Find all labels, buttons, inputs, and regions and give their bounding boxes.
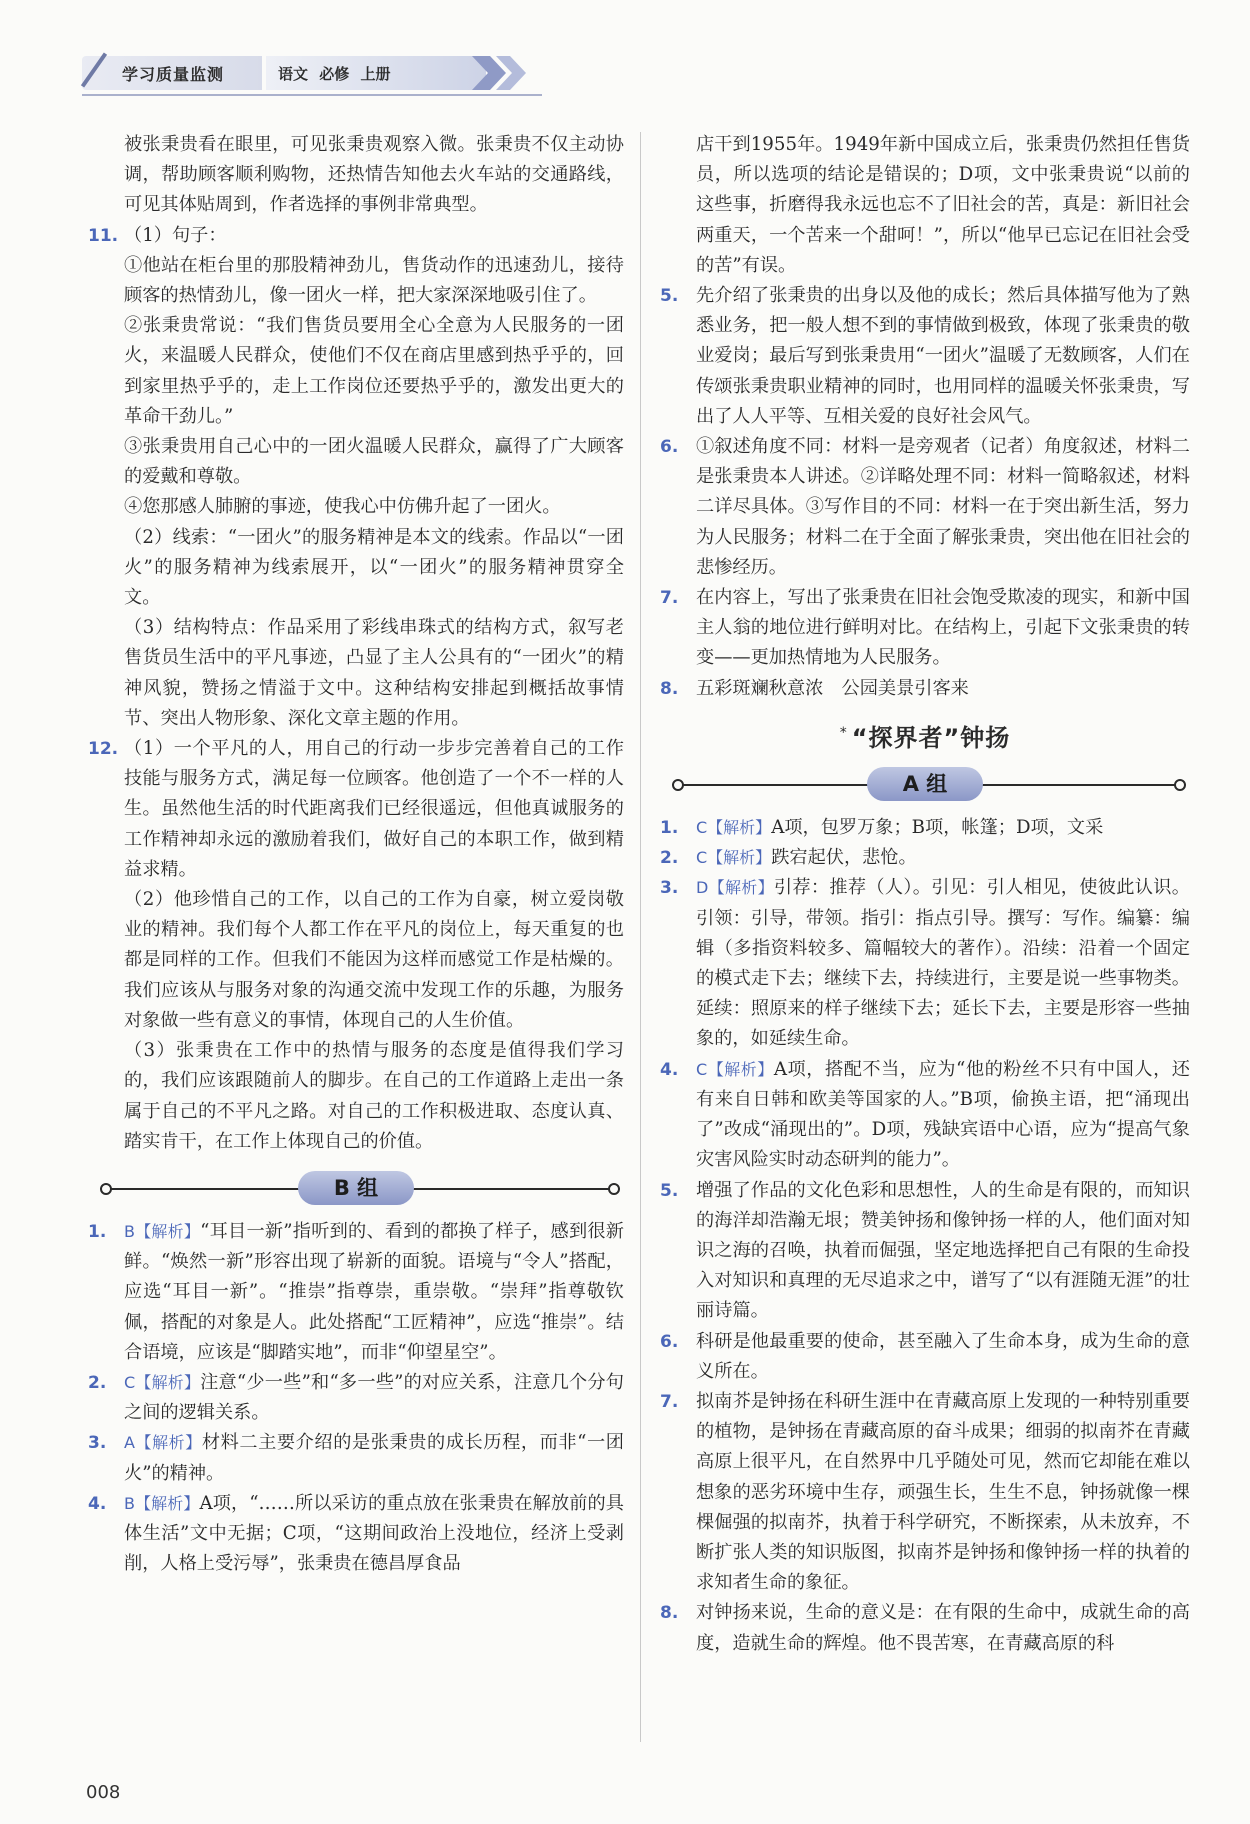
answer-letter: D bbox=[696, 878, 709, 898]
question-a5 bbox=[660, 1176, 1190, 1327]
question-a3 bbox=[660, 873, 1190, 1054]
answer-sentence: ①他站在柜台里的那股精神劲儿，售货动作的迅速劲儿，接待顾客的热情劲儿，像一团火一样，把大家深深地吸引住了。 bbox=[124, 254, 624, 307]
answer-letter: C bbox=[696, 1059, 708, 1079]
subject-title: 语文 必修 上册 bbox=[278, 65, 391, 83]
group-a-label: A 组 bbox=[867, 767, 983, 801]
answer-text: ①叙述角度不同：材料一是旁观者（记者）角度叙述，材料二是张秉贵本人讲述。②详略处理不同：材料一简略叙述，材料二详尽具体。③写作目的不同：材料一在于突出新生活，努力为人民服务；材料二在于全面了解张秉贵，突出他在旧社会的悲惨经历。 bbox=[696, 436, 1190, 578]
question-number: 4. bbox=[88, 1493, 107, 1514]
answer-paragraph: （3）结构特点：作品采用了彩线串珠式的结构方式，叙写老售货员生活中的平凡事迹，凸显了主人公具有的“一团火”的精神风貌，赞扬之情溢于文中。这种结构安排起到概括故事情节、突出人物形象、深化文章主题的作用。 bbox=[124, 617, 624, 729]
answer-letter: B bbox=[124, 1221, 135, 1241]
left-column bbox=[88, 130, 624, 1579]
analysis-text: A项，包罗万象；B项，帐篷；D项，文采 bbox=[771, 817, 1104, 839]
analysis-text: 注意“少一些”和“多一些”的对应关系，注意几个分句之间的逻辑关系。 bbox=[124, 1371, 624, 1424]
answer-text: 增强了作品的文化色彩和思想性，人的生命是有限的，而知识的海洋却浩瀚无垠；赞美钟扬和像钟扬一样的人，他们面对知识之海的召唤，执着而倔强，坚定地选择把自己有限的生命投入对知识和真理的无尽追求之中，谱写了“以有涯随无涯”的壮丽诗篇。 bbox=[696, 1179, 1190, 1322]
question-12 bbox=[88, 734, 624, 1157]
page-header bbox=[82, 52, 542, 94]
question-8 bbox=[660, 674, 1190, 704]
right-column bbox=[660, 130, 1190, 1659]
question-5 bbox=[660, 281, 1190, 432]
analysis-text: “耳目一新”指听到的、看到的都换了样子，感到很新鲜。“焕然一新”形容出现了崭新的面貌。语境与“令人”搭配，应选“耳目一新”。“推崇”指尊崇，重崇敬。“崇拜”指尊敬钦佩，搭配的对象是人。此处搭配“工匠精神”，应选“推崇”。结合语境，应该是“脚踏实地”，而非“仰望星空”。 bbox=[124, 1220, 624, 1363]
question-number: 5. bbox=[660, 1180, 679, 1201]
subject-badge bbox=[266, 56, 486, 90]
group-a-banner bbox=[660, 765, 1190, 805]
page-number: 008 bbox=[86, 1782, 121, 1803]
question-number: 5. bbox=[660, 286, 679, 307]
answer-text: 五彩斑斓秋意浓 公园美景引客来 bbox=[696, 677, 969, 699]
answer-paragraph: （3）张秉贵在工作中的热情与服务的态度是值得我们学习的，我们应该跟随前人的脚步。在自己的工作道路上走出一条属于自己的不平凡之路。对自己的工作积极进取、态度认真、踏实肯干，在工作上体现自己的价值。 bbox=[124, 1040, 624, 1152]
section-star: * bbox=[839, 724, 848, 741]
analysis-text: 跌宕起伏，悲怆。 bbox=[771, 847, 917, 869]
answer-paragraph: （2）线索：“一团火”的服务精神是本文的线索。作品以“一团火”的服务精神为线索展开，以“一团火”的服务精神贯穿全文。 bbox=[124, 526, 624, 609]
analysis-tag: 【解析】 bbox=[134, 1221, 201, 1241]
answer-text: 在内容上，写出了张秉贵在旧社会饱受欺凌的现实，和新中国主人翁的地位进行鲜明对比。在结构上，引起下文张秉贵的转变——更加热情地为人民服务。 bbox=[696, 587, 1190, 669]
analysis-tag: 【解析】 bbox=[134, 1493, 200, 1513]
question-7 bbox=[660, 583, 1190, 674]
question-a1 bbox=[660, 813, 1190, 843]
answer-paragraph: （1）一个平凡的人，用自己的行动一步步完善着自己的工作技能与服务方式，满足每一位顾客。他创造了一个不一样的人生。虽然他生活的时代距离我们已经很遥远，但他真诚服务的工作精神却永远的激励着我们，做好自己的本职工作，做到精益求精。 bbox=[124, 738, 624, 880]
question-number: 8. bbox=[660, 1603, 679, 1624]
answer-text: 对钟扬来说，生命的意义是：在有限的生命中，成就生命的高度，造就生命的辉煌。他不畏苦寒，在青藏高原的科 bbox=[696, 1602, 1190, 1654]
analysis-text: A项，搭配不当，应为“他的粉丝不只有中国人，还有来自日韩和欧美等国家的人。”B项，偷换主语，把“涌现出了”改成“涌现出的”。D项，残缺宾语中心语，应为“提高气象灾害风险实时动态研判的能力”。 bbox=[696, 1058, 1190, 1171]
question-a7 bbox=[660, 1387, 1190, 1598]
answer-letter: A bbox=[124, 1433, 135, 1453]
brand-badge bbox=[82, 56, 262, 90]
section-title-text: “探界者”钟扬 bbox=[851, 723, 1011, 752]
question-number: 7. bbox=[660, 1391, 679, 1412]
answer-lead: （1）句子： bbox=[124, 224, 227, 246]
answer-text: 先介绍了张秉贵的出身以及他的成长；然后具体描写他为了熟悉业务，把一般人想不到的事情做到极致，体现了张秉贵的敬业爱岗；最后写到张秉贵用“一团火”温暖了无数顾客，人们在传颂张秉贵职业精神的同时，也用同样的温暖关怀张秉贵，写出了人人平等、互相关爱的良好社会风气。 bbox=[696, 285, 1190, 427]
question-number: 8. bbox=[660, 678, 679, 699]
answer-sentence: ②张秉贵常说：“我们售货员要用全心全意为人民服务的一团火，来温暖人民群众，使他们不仅在商店里感到热乎乎的，回到家里热乎乎的，走上工作岗位还要热乎乎的，激发出更大的革命干劲儿。” bbox=[124, 315, 624, 427]
question-number: 3. bbox=[88, 1433, 107, 1454]
brand-title: 学习质量监测 bbox=[122, 65, 225, 84]
question-number: 11. bbox=[88, 225, 119, 246]
continued-paragraph: 店干到1955年。1949年新中国成立后，张秉贵仍然担任售货员，所以选项的结论是错误的；D项，文中张秉贵说“以前的这些事，折磨得我永远也忘不了旧社会的苦，真是：新旧社会两重天，一个苦来一个甜呵！”，所以“他早已忘记在旧社会受的苦”有误。 bbox=[696, 134, 1190, 276]
question-a2 bbox=[660, 843, 1190, 873]
analysis-tag: 【解析】 bbox=[707, 818, 772, 838]
answer-letter: C bbox=[124, 1372, 136, 1392]
analysis-text: 材料二主要介绍的是张秉贵的成长历程，而非“一团火”的精神。 bbox=[124, 1432, 624, 1484]
chevron-right-icon bbox=[472, 56, 542, 90]
question-number: 1. bbox=[660, 818, 679, 839]
analysis-tag: 【解析】 bbox=[135, 1372, 201, 1392]
analysis-tag: 【解析】 bbox=[134, 1433, 202, 1453]
question-number: 1. bbox=[88, 1221, 107, 1242]
analysis-text: 引荐：推荐（人）。引见：引人相见，使彼此认识。引领：引导，带领。指引：指点引导。撰写：写作。编纂：编辑（多指资料较多、篇幅较大的著作）。沿续：沿着一个固定的模式走下去；继续下去，持续进行，主要是说一些事物类。延续：照原来的样子继续下去；延长下去，主要是形容一些抽象的，如延续生命。 bbox=[696, 877, 1190, 1050]
analysis-tag: 【解析】 bbox=[708, 878, 774, 898]
question-6 bbox=[660, 432, 1190, 583]
question-a4 bbox=[660, 1055, 1190, 1176]
question-a6 bbox=[660, 1327, 1190, 1387]
analysis-text: A项，“……所以采访的重点放在张秉贵在解放前的具体生活”文中无据；C项，“这期间政治上没地位，经济上受剥削，人格上受污辱”，张秉贵在德昌厚食品 bbox=[124, 1492, 624, 1575]
pen-icon bbox=[81, 52, 107, 87]
answer-sentence: ④您那感人肺腑的事迹，使我心中仿佛升起了一团火。 bbox=[124, 496, 561, 518]
group-b-label: B 组 bbox=[298, 1171, 414, 1205]
question-b3 bbox=[88, 1428, 624, 1488]
question-number: 6. bbox=[660, 1331, 679, 1352]
answer-text: 科研是他最重要的使命，甚至融入了生命本身，成为生命的意义所在。 bbox=[696, 1330, 1190, 1382]
group-b-banner bbox=[88, 1169, 624, 1209]
question-11 bbox=[88, 221, 624, 734]
header-rule bbox=[82, 94, 542, 96]
question-b1 bbox=[88, 1217, 624, 1368]
question-number: 6. bbox=[660, 437, 679, 458]
question-b2 bbox=[88, 1368, 624, 1428]
question-number: 2. bbox=[88, 1372, 107, 1393]
question-number: 7. bbox=[660, 588, 679, 609]
analysis-tag: 【解析】 bbox=[707, 1059, 774, 1079]
question-number: 2. bbox=[660, 848, 679, 869]
analysis-tag: 【解析】 bbox=[707, 848, 772, 868]
question-b4 bbox=[88, 1489, 624, 1580]
answer-letter: C bbox=[696, 818, 708, 838]
answer-text: 拟南芥是钟扬在科研生涯中在青藏高原上发现的一种特别重要的植物，是钟扬在青藏高原的奋斗成果；细弱的拟南芥在青藏高原上很平凡，在自然界中几乎随处可见，然而它却能在难以想象的恶劣环境中生存，顽强生长，生生不息，钟扬就像一棵棵倔强的拟南芥，执着于科学研究，不断探索，从未放弃，不断扩张人类的知识版图，拟南芥是钟扬和像钟扬一样的执着的求知者生命的象征。 bbox=[696, 1390, 1190, 1594]
column-divider bbox=[640, 132, 641, 1742]
question-a8 bbox=[660, 1598, 1190, 1658]
answer-letter: C bbox=[696, 848, 708, 868]
intro-paragraph: 被张秉贵看在眼里，可见张秉贵观察入微。张秉贵不仅主动协调，帮助顾客顺利购物，还热情告知他去火车站的交通路线，可见其体贴周到，作者选择的事例非常典型。 bbox=[124, 134, 624, 216]
answer-letter: B bbox=[124, 1493, 135, 1513]
answer-sentence: ③张秉贵用自己心中的一团火温暖人民群众，赢得了广大顾客的爱戴和尊敬。 bbox=[124, 436, 624, 488]
section-title bbox=[660, 718, 1190, 753]
answer-paragraph: （2）他珍惜自己的工作，以自己的工作为自豪，树立爱岗敬业的精神。我们每个人都工作在平凡的岗位上，每天重复的也都是同样的工作。但我们不能因为这样而感觉工作是枯燥的。我们应该从与服务对象的沟通交流中发现工作的乐趣，为服务对象做一些有意义的事情，体现自己的人生价值。 bbox=[124, 889, 624, 1031]
question-number: 4. bbox=[660, 1059, 679, 1080]
question-number: 12. bbox=[88, 739, 119, 760]
question-number: 3. bbox=[660, 878, 679, 899]
